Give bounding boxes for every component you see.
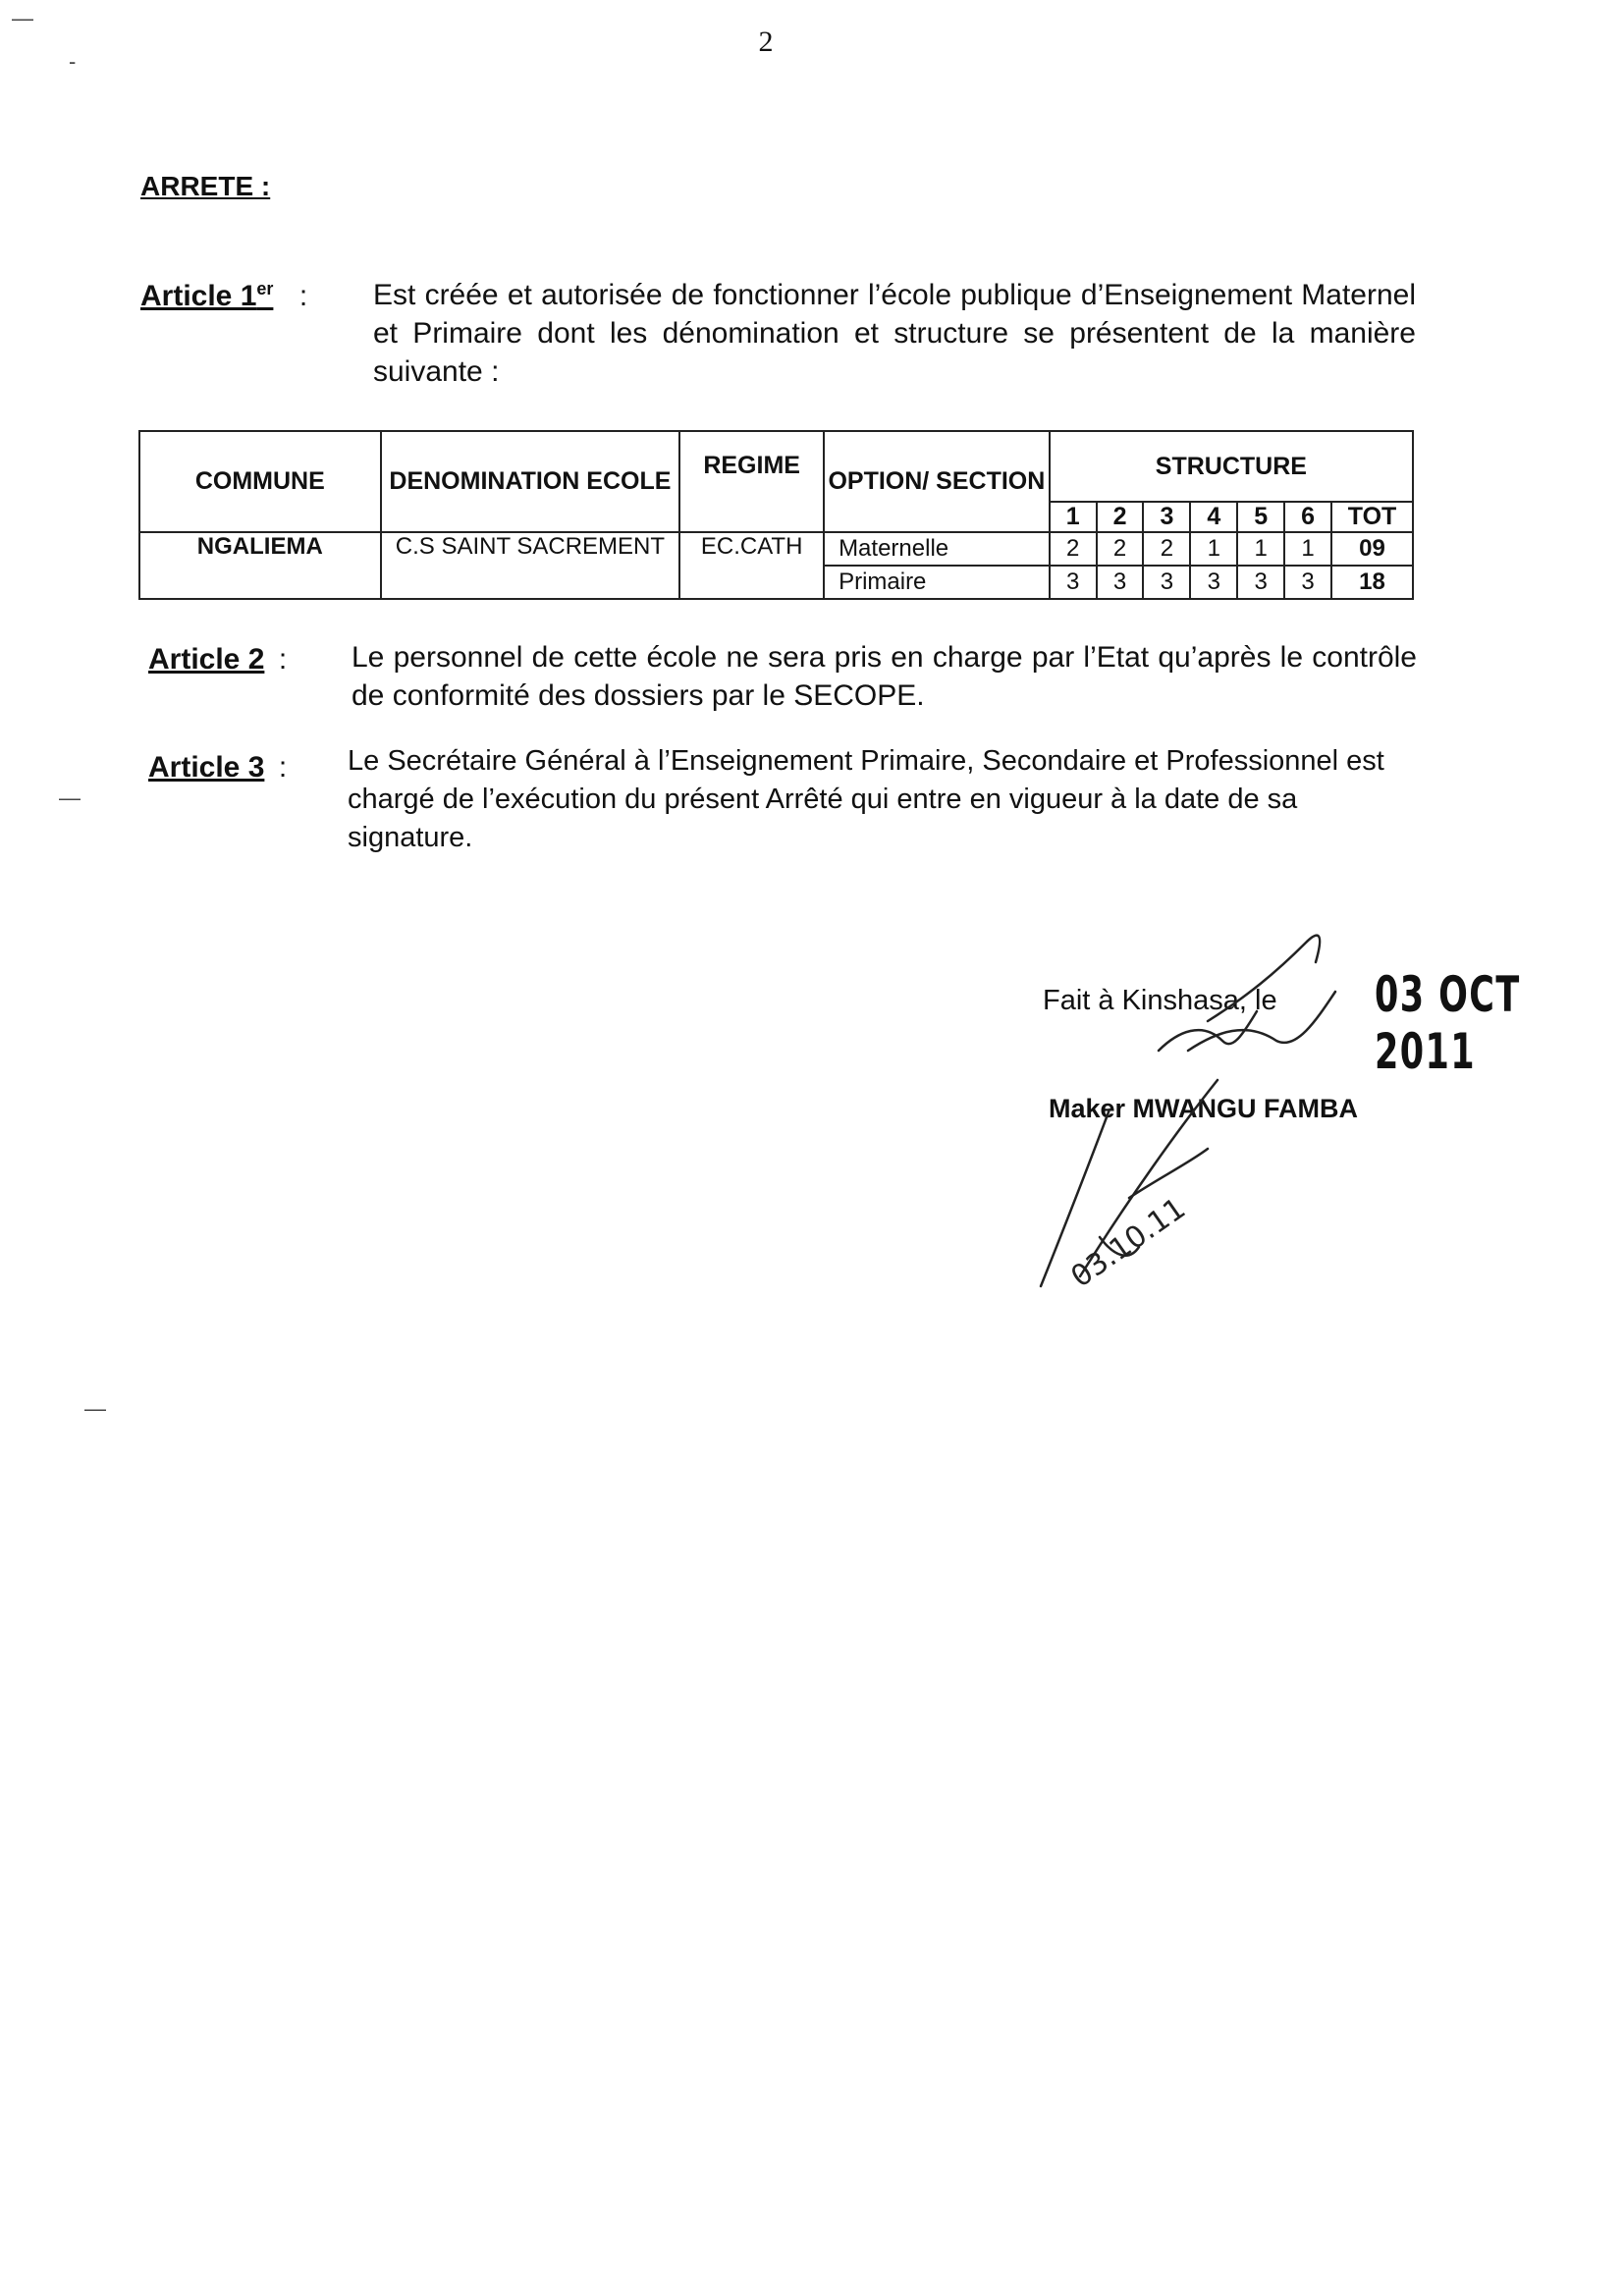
cell-value: 2 [1050, 532, 1097, 566]
header-option: OPTION/ SECTION [824, 431, 1050, 532]
date-stamp: 03 OCT 2011 [1375, 966, 1521, 1080]
struct-col-4: 4 [1190, 502, 1237, 532]
cell-value: 3 [1143, 566, 1190, 599]
article3-label: Article 3 [148, 751, 265, 784]
cell-option: Primaire [824, 566, 1050, 599]
header-regime: REGIME [679, 431, 824, 532]
scan-speck: - [69, 49, 77, 74]
struct-col-1: 1 [1050, 502, 1097, 532]
table-row [139, 532, 1413, 566]
cell-value: 3 [1097, 566, 1144, 599]
structure-table [138, 430, 1414, 600]
cell-value: 2 [1143, 532, 1190, 566]
article1-label: Article 1er [140, 279, 274, 312]
scan-speck: — [59, 785, 81, 810]
heading-arrete: ARRETE : [140, 171, 271, 201]
cell-value: 3 [1050, 566, 1097, 599]
cell-value: 1 [1237, 532, 1284, 566]
cell-option: Maternelle [824, 532, 1050, 566]
cell-total: 09 [1331, 532, 1413, 566]
cell-value: 3 [1284, 566, 1331, 599]
article3-colon: : [278, 751, 288, 784]
cell-total: 18 [1331, 566, 1413, 599]
struct-col-3: 3 [1143, 502, 1190, 532]
scan-speck: — [12, 6, 33, 30]
struct-col-5: 5 [1237, 502, 1284, 532]
cell-value: 1 [1190, 532, 1237, 566]
article3-label-wrap [148, 751, 287, 784]
article2-text: Le personnel de cette école ne sera pris en charge par l’Etat qu’après le contrôle de conformité des dossiers par le SECOPE. [352, 641, 1417, 712]
page-number: 2 [758, 26, 774, 58]
cell-value: 3 [1190, 566, 1237, 599]
cell-denomination: C.S SAINT SACREMENT [381, 532, 680, 599]
struct-col-tot: TOT [1331, 502, 1413, 532]
cell-value: 2 [1097, 532, 1144, 566]
cell-value: 1 [1284, 532, 1331, 566]
header-structure: STRUCTURE [1050, 431, 1413, 502]
article1-text: Est créée et autorisée de fonctionner l’école publique d’Enseignement Maternel et Primaire dont les dénomination et structure se présentent de la manière suivante : [373, 279, 1416, 388]
article2-label-wrap [148, 643, 287, 676]
article2-label: Article 2 [148, 643, 265, 676]
struct-col-6: 6 [1284, 502, 1331, 532]
header-commune: COMMUNE [139, 431, 381, 532]
header-denomination: DENOMINATION ECOLE [381, 431, 680, 532]
article3-text: Le Secrétaire Général à l’Enseignement Primaire, Secondaire et Professionnel est chargé de l’exécution du présent Arrêté qui entre en vigueur à la date de sa signature. [348, 745, 1384, 853]
article1-colon: : [298, 280, 308, 312]
cell-commune: NGALIEMA [139, 532, 381, 599]
cell-regime: EC.CATH [679, 532, 824, 599]
struct-col-2: 2 [1097, 502, 1144, 532]
article2-colon: : [278, 643, 288, 676]
scan-speck: — [84, 1396, 106, 1421]
article1-label-wrap [140, 279, 307, 313]
signer-name: Maker MWANGU FAMBA [1049, 1094, 1359, 1123]
handwritten-signature [1021, 903, 1434, 1316]
signature-place: Fait à Kinshasa, le [1043, 985, 1277, 1016]
cell-value: 3 [1237, 566, 1284, 599]
handwritten-date: 03.10.11 [1064, 1191, 1193, 1295]
